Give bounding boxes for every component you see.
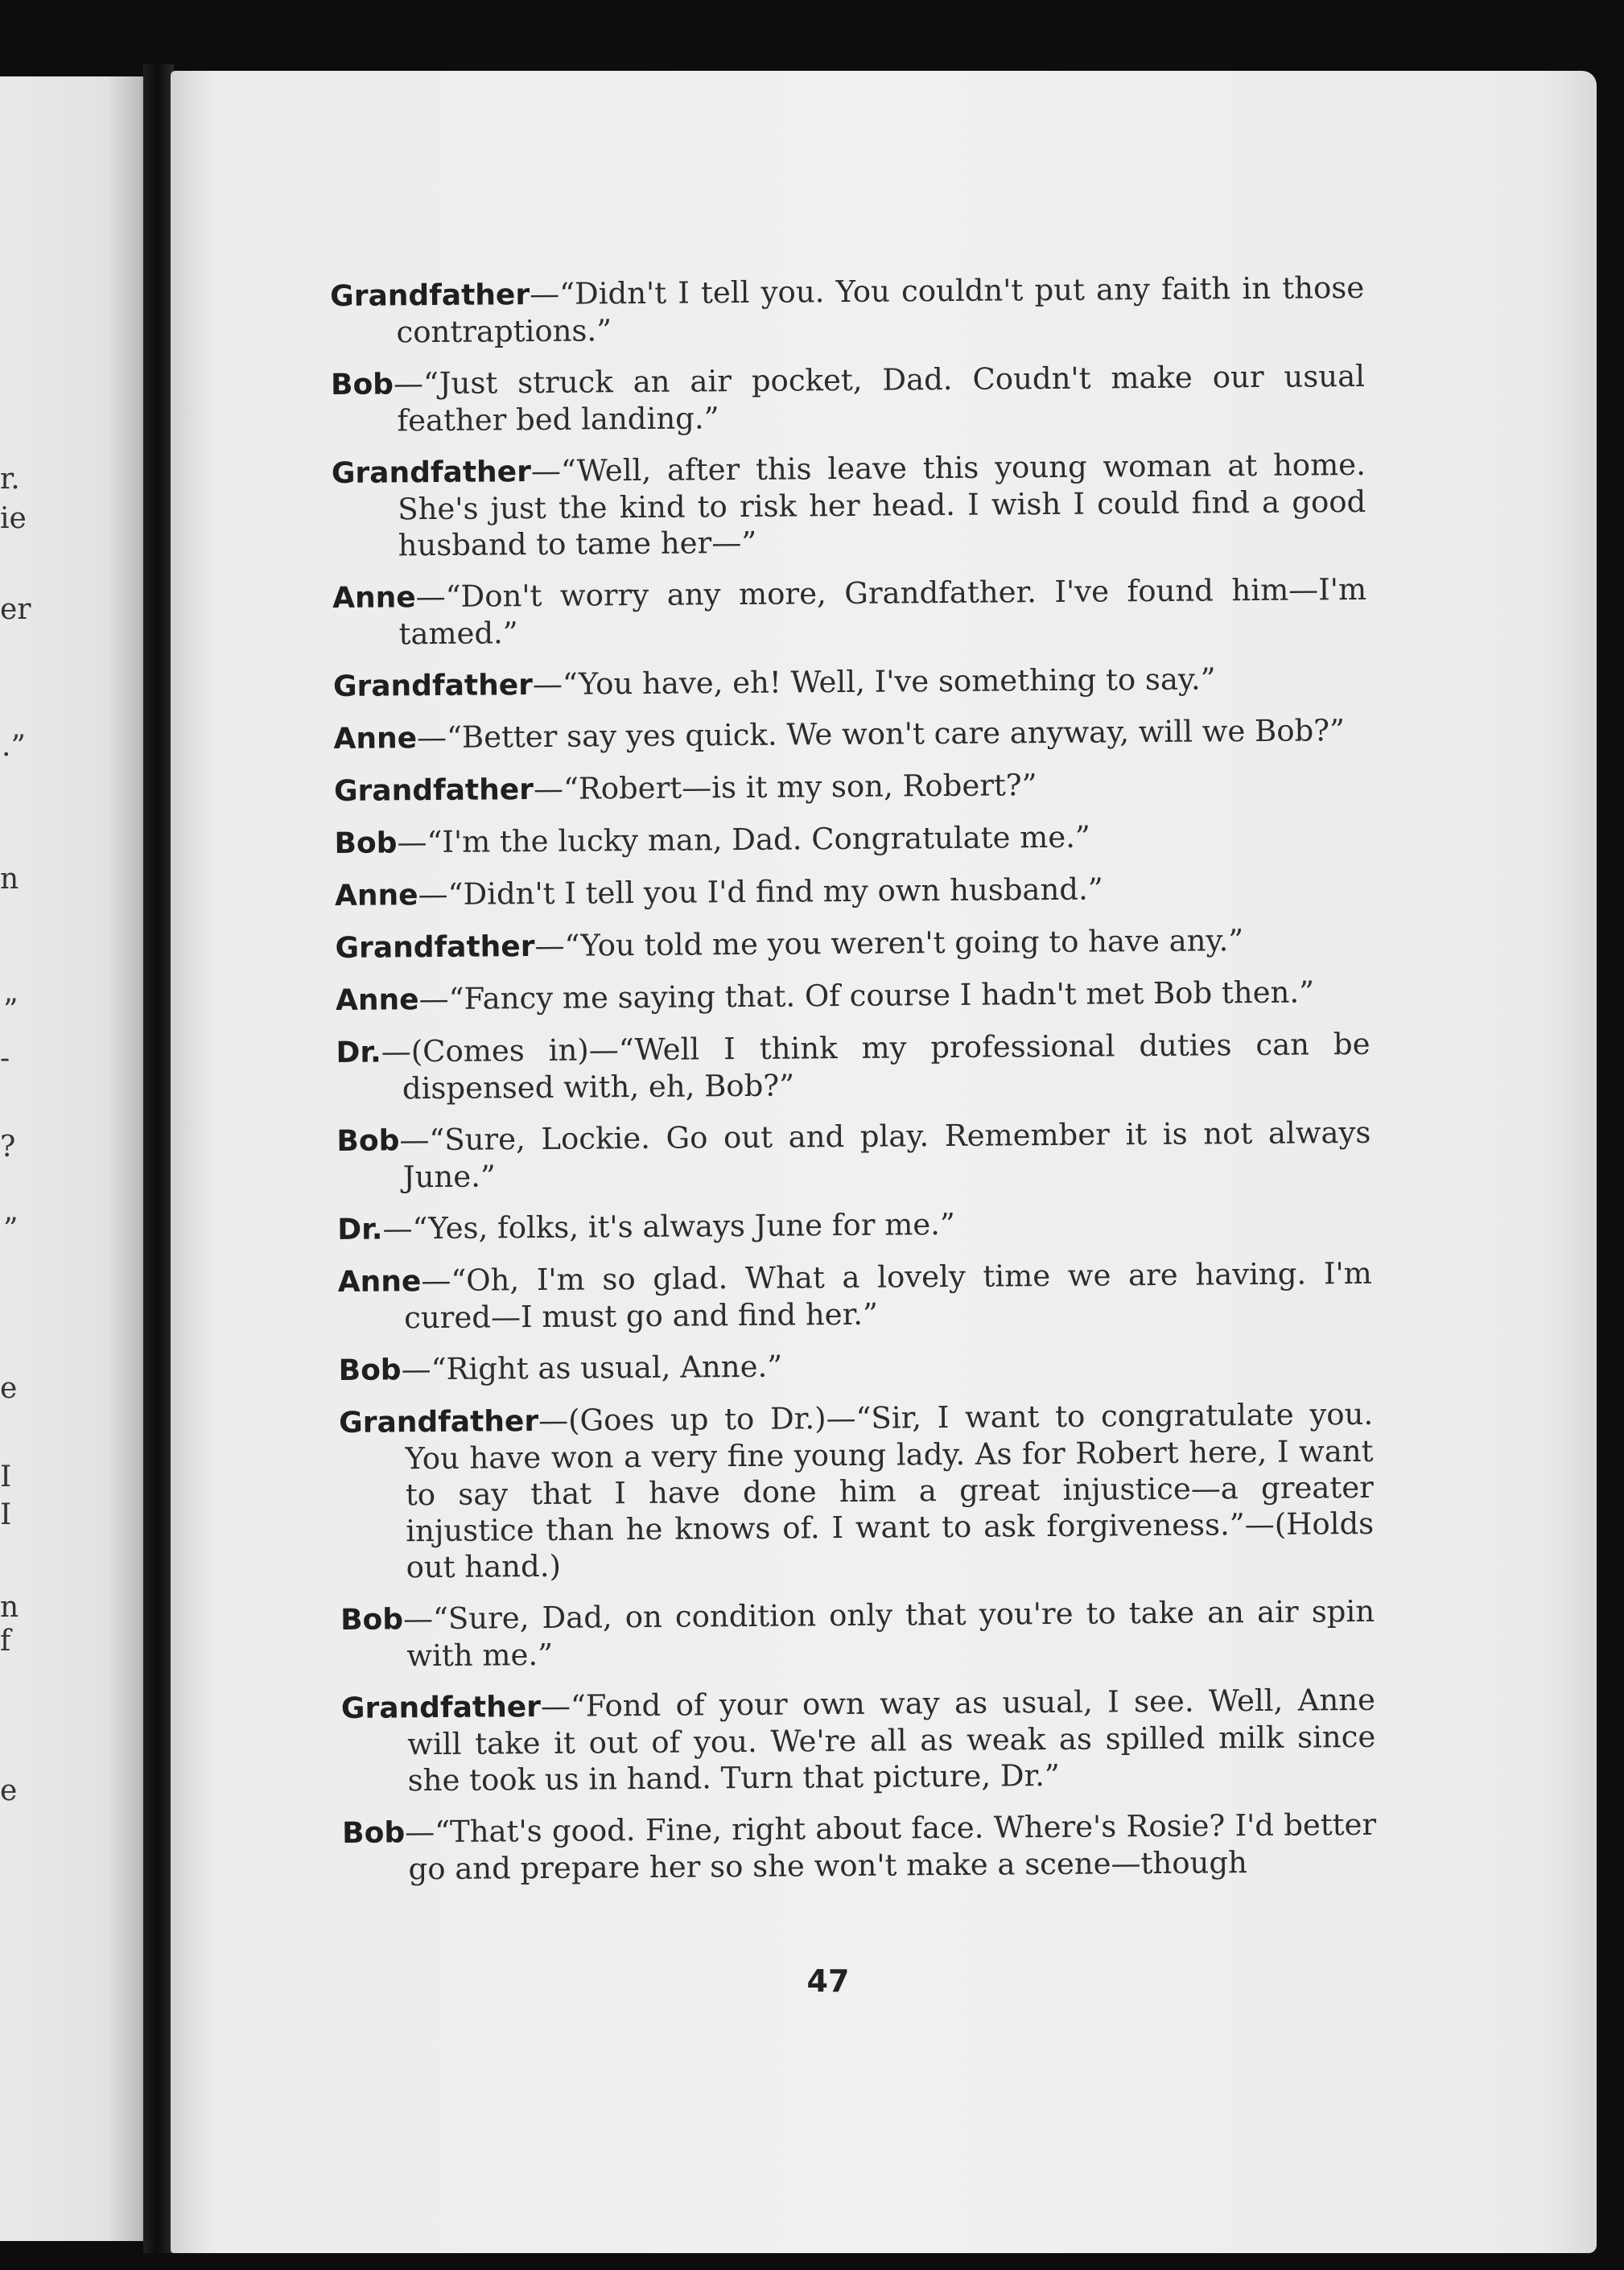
dialogue-text: —“Sure, Dad, on condition only that you're to take an air spin with me.”	[402, 1593, 1375, 1674]
left-page-fragment: ”	[3, 1213, 19, 1246]
speaker-name: Grandfather	[335, 930, 535, 965]
speaker-name: Dr.	[336, 1036, 381, 1069]
speaker-name: Grandfather	[333, 773, 534, 808]
dialogue-line	[336, 1026, 1371, 1107]
dialogue-line	[336, 974, 1370, 1019]
left-page-fragment: ?	[0, 1131, 16, 1164]
speaker-name: Grandfather	[330, 278, 530, 313]
dialogue-line	[336, 1114, 1371, 1196]
book-gutter	[143, 64, 174, 2253]
dialogue-text: —“Well, after this leave this young woman at home. She's just the kind to risk her head. I wish I could find a good husband to tame her—”	[398, 447, 1366, 563]
left-page-fragment: I	[0, 1498, 12, 1531]
left-page-edge	[0, 76, 153, 2241]
dialogue-text: —“Robert—is it my son, Robert?”	[533, 768, 1037, 807]
dialogue-line	[337, 1203, 1371, 1248]
dialogue-line	[342, 1807, 1377, 1888]
left-page-fragment: n	[0, 863, 19, 896]
speaker-name: Dr.	[337, 1213, 383, 1246]
dialogue-text: —“Sure, Lockie. Go out and play. Remember it is not always June.”	[399, 1114, 1371, 1195]
dialogue-line	[334, 817, 1368, 862]
dialogue-text: —“Just struck an air pocket, Dad. Coudn't make our usual feather bed landing.”	[393, 358, 1366, 439]
speaker-name: Grandfather	[339, 1405, 539, 1440]
left-page-fragment: .”	[2, 730, 26, 763]
dialogue-line	[338, 1344, 1372, 1389]
dialogue-line	[339, 1396, 1375, 1586]
dialogue-line	[331, 358, 1366, 439]
dialogue-text: —“Don't worry any more, Grandfather. I've found him—I'm tamed.”	[398, 571, 1367, 652]
dialogue-text: —“Didn't I tell you I'd find my own husband.”	[418, 871, 1103, 913]
speaker-name: Grandfather	[340, 1690, 542, 1725]
page-number: 47	[806, 1963, 850, 1999]
dialogue-text: —(Goes up to Dr.)—“Sir, I want to congratulate you. You have won a very fine young lady. As for Robert here, I want to say that I have done him a great injustice—a greater injustice than he knows of. I want to ask forgiveness.”—(Holds out hand.)	[405, 1396, 1375, 1585]
speaker-name: Anne	[334, 879, 418, 913]
dialogue-line	[335, 921, 1369, 966]
dialogue-line	[338, 1255, 1373, 1337]
dialogue-text: —“Right as usual, Anne.”	[401, 1349, 783, 1387]
dialogue-line	[330, 270, 1365, 351]
speaker-name: Anne	[337, 1265, 422, 1299]
left-page-fragment: ie	[0, 502, 27, 535]
dialogue-line	[333, 660, 1367, 705]
dialogue-text: —“Didn't I tell you. You couldn't put any faith in those contraptions.”	[396, 270, 1365, 350]
dialogue-line	[335, 869, 1369, 914]
speaker-name: Bob	[338, 1353, 402, 1387]
speaker-name: Bob	[334, 826, 398, 860]
dialogue-text: —“Yes, folks, it's always June for me.”	[382, 1206, 956, 1246]
left-page-fragment: -	[0, 1042, 10, 1075]
speaker-name: Anne	[335, 983, 419, 1017]
dialogue-text: —(Comes in)—“Well I think my professional duties can be dispensed with, eh, Bob?”	[381, 1026, 1371, 1106]
speaker-name: Grandfather	[331, 455, 532, 490]
dialogue-line	[332, 447, 1366, 564]
speaker-name: Anne	[332, 581, 416, 615]
speaker-name: Bob	[330, 368, 394, 402]
dialogue-text: —“Fancy me saying that. Of course I hadn't met Bob then.”	[418, 974, 1315, 1017]
left-page-fragment: e	[0, 1372, 18, 1405]
speaker-name: Grandfather	[332, 669, 534, 703]
dialogue-text: —“I'm the lucky man, Dad. Congratulate me.”	[397, 819, 1091, 860]
left-page-fragment: f	[0, 1625, 11, 1658]
dialogue-line	[334, 764, 1368, 810]
dialogue-text-block	[330, 270, 1377, 1903]
left-page-fragment: r.	[0, 463, 20, 496]
dialogue-line	[341, 1682, 1376, 1799]
left-page-fragment: ”	[3, 994, 19, 1027]
dialogue-line	[333, 712, 1367, 757]
dialogue-line	[340, 1593, 1375, 1675]
left-page-fragment: e	[0, 1774, 18, 1807]
speaker-name: Anne	[333, 722, 418, 756]
dialogue-text: —“That's good. Fine, right about face. Where's Rosie? I'd better go and prepare her so she won't make a scene—though	[404, 1807, 1377, 1887]
dialogue-text: —“You told me you weren't going to have any.”	[534, 923, 1244, 964]
left-page-fragment: n	[0, 1591, 19, 1624]
speaker-name: Bob	[340, 1603, 404, 1637]
left-page-fragment: I	[0, 1460, 12, 1493]
dialogue-text: —“You have, eh! Well, I've something to say.”	[532, 661, 1216, 702]
dialogue-text: —“Oh, I'm so glad. What a lovely time we are having. I'm cured—I must go and find her.”	[403, 1255, 1372, 1336]
left-page-fragment: er	[0, 593, 31, 626]
dialogue-text: —“Fond of your own way as usual, I see. Well, Anne will take it out of you. We're all as weak as spilled milk since she took us in hand. Turn that picture, Dr.”	[407, 1682, 1376, 1798]
speaker-name: Bob	[342, 1816, 406, 1850]
dialogue-line	[332, 571, 1367, 653]
dialogue-text: —“Better say yes quick. We won't care anyway, will we Bob?”	[416, 713, 1346, 756]
speaker-name: Bob	[336, 1124, 400, 1158]
